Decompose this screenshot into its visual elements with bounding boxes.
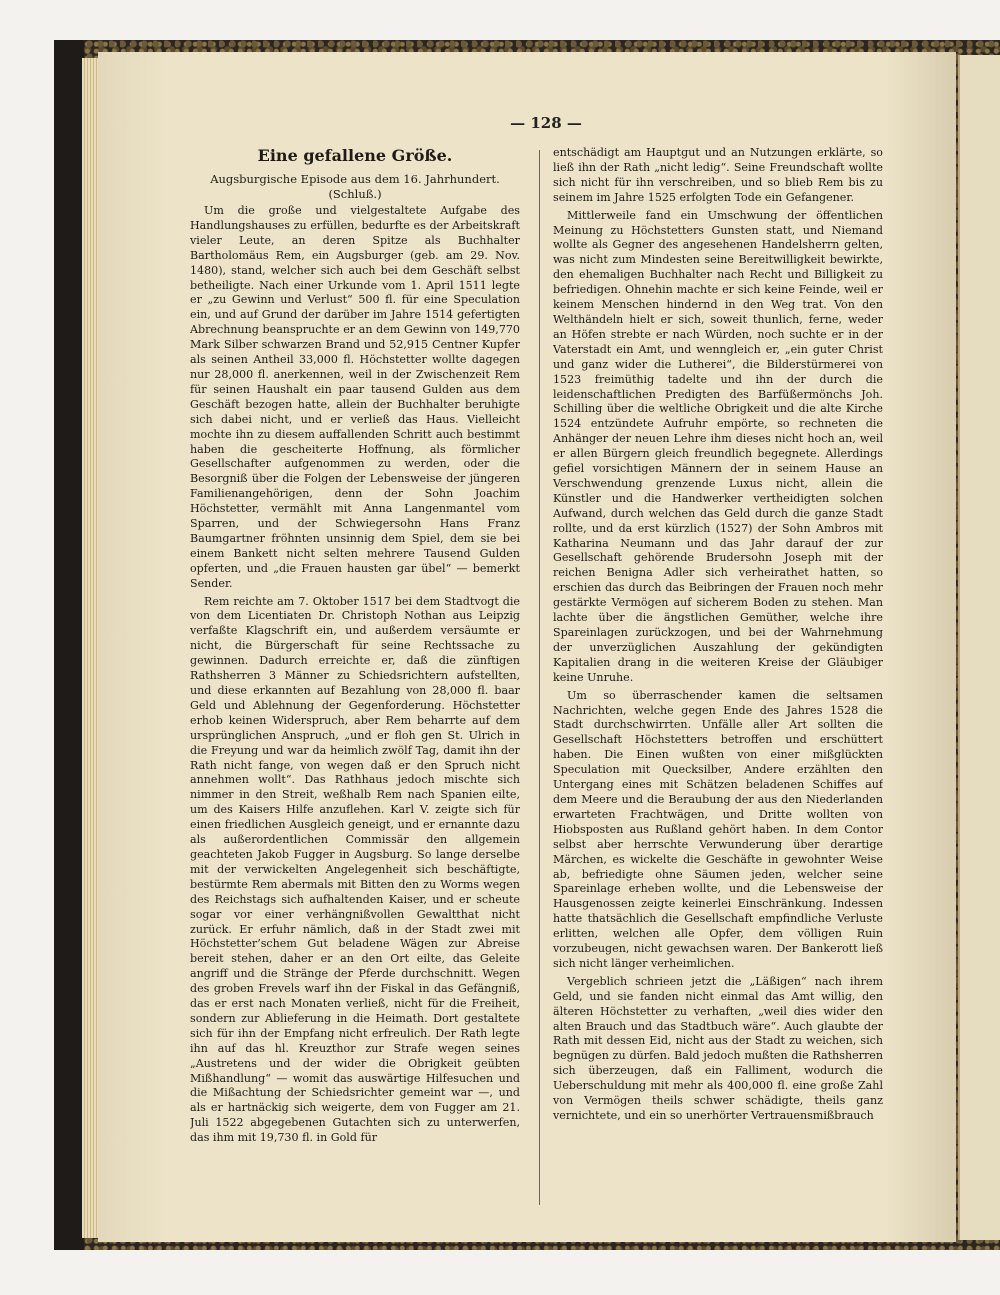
right-paragraph-4: Vergeblich schrieen jetzt die „Läßigen“ nach ihrem Geld, und sie fanden nicht einmal das Amt willig, den älteren Höchstetter zu verhaften, „weil dies wider den alten Brauch und das Stadtbuch wäre“. Auch glaubte der Rath mit dessen Eid, nicht aus der Stadt zu weichen, sich begnügen zu dürfen. Bald jedoch mußten die Rathsherren sich überzeugen, daß ein Falliment, wodurch die Ueberschuldung mit mehr als 400,000 fl. eine große Zahl von Vermögen theils schwer schädigte, theils ganz vernichtete, und ein so unerhörter Vertrauensmißbrauch (553, 974, 883, 1122)
article-subtitle: Augsburgische Episode aus dem 16. Jahrhundert. (210, 172, 500, 186)
page-number: — 128 — (510, 114, 582, 132)
book-spine-edge (54, 40, 84, 1250)
left-paragraph-1: Um die große und vielgestaltete Aufgabe des Handlungshauses zu erfüllen, bedurfte es der Arbeitskraft vieler Leute, an deren Spitze als Buchhalter Bartholomäus Rem, ein Augsburger (geb. am 29. Nov. 1480), stand, welcher sich auch bei dem Geschäft selbst betheiligte. Nach einer Urkunde vom 1. April 1511 legte er „zu Gewinn und Verlust“ 500 fl. für eine Speculation ein, und auf Grund der darüber im Jahre 1514 gefertigten Abrechnung beanspruchte er an dem Gewinn von 149,770 Mark Silber schwarzen Brand und 52,915 Centner Kupfer als seinen Antheil 33,000 fl. Höchstetter wollte dagegen nur 28,000 fl. anerkennen, weil in der Zwischenzeit Rem für seinen Haushalt ein paar tausend Gulden aus dem Geschäft bezogen hatte, allein der Buchhalter beruhigte sich dabei nicht, und er verließ das Haus. Vielleicht mochte ihn zu diesem auffallenden Schritt auch bestimmt haben die gescheiterte Hoffnung, als förmlicher Gesellschafter aufgenommen zu werden, oder die Besorgniß über die Folgen der Lebensweise der jüngeren Familienangehörigen, denn der Sohn Joachim Höchstetter, vermählt mit Anna Langenmantel vom Sparren, und der Schwiegersohn Hans Franz Baumgartner fröhnten unsinnig dem Spiel, dem sie bei einem Bankett nicht selten mehrere Tausend Gulden opferten, und „die Frauen hausten gar übel“ — bemerkt Sender. (190, 204, 520, 590)
left-column (190, 146, 520, 1206)
right-column (553, 146, 883, 1206)
column-divider (539, 150, 540, 1205)
article-title: Eine gefallene Größe. (257, 146, 453, 165)
left-paragraph-2: Rem reichte am 7. Oktober 1517 bei dem Stadtvogt die von dem Licentiaten Dr. Christoph Nothan aus Leipzig verfaßte Klagschrift ein, und außerdem versäumte er nicht, die Bürgerschaft für seine Rechtssache zu gewinnen. Dadurch erreichte er, daß die zünftigen Rathsherren 3 Männer zu Schiedsrichtern aufstellten, und diese erkannten auf Bezahlung von 28,000 fl. baar Geld und Ablehnung der Gegenforderung. Höchstetter erhob keinen Widerspruch, aber Rem beharrte auf dem ursprünglichen Anspruch, „und er floh gen St. Ulrich in die Freyung und war da heimlich zwölf Tag, damit ihn der Rath nicht fange, von wegen daß er den Spruch nicht annehmen wollt“. Das Rathhaus jedoch mischte sich nimmer in den Streit, weßhalb Rem nach Spanien eilte, um des Kaisers Hilfe anzuflehen. Karl V. zeigte sich für einen friedlichen Ausgleich geneigt, und er ernannte dazu als außerordentlichen Commissär den allgemein geachteten Jakob Fugger in Augsburg. So lange derselbe mit der verwickelten Angelegenheit sich beschäftigte, bestürmte Rem abermals mit Bitten den zu Worms wegen des Reichstags sich aufhaltenden Kaiser, und er scheute sogar vor einer verhängnißvollen Gewaltthat nicht zurück. Er erfuhr nämlich, daß in der Stadt zwei mit Höchstetter’schem Gut beladene Wägen zur Abreise bereit stehen, daher er an den Ort eilte, das Geleite angriff und die Stränge der Pferde durchschnitt. Wegen des groben Frevels warf ihn der Fiskal in das Gefängniß, das er erst nach Monaten verließ, nicht für die Freiheit, sondern zur Ablieferung in die Heimath. Dort gestaltete sich für ihn der Empfang nicht erfreulich. Der Rath legte ihn auf das hl. Kreuzthor zur Strafe wegen seines „Austretens und der wider die Obrigkeit geübten Mißhandlung“ — womit das auswärtige Hilfesuchen und die Mißachtung der Schiedsrichter gemeint war —, und als er hartnäckig sich weigerte, dem von Fugger am 21. Juli 1522 abgegebenen Gutachten sich zu unterwerfen, das ihm mit 19,730 fl. in Gold für (190, 594, 520, 1145)
facing-page-edge (958, 55, 1000, 1240)
article-note: (Schluß.) (328, 187, 382, 201)
right-paragraph-2: Mittlerweile fand ein Umschwung der öffentlichen Meinung zu Höchstetters Gunsten statt, und Niemand wollte als Gegner des angesehenen Handelsherrn gelten, was nicht zum Mindesten seine Bereitwilligkeit bewirkte, den ehemaligen Buchhalter nach Recht und Billigkeit zu befriedigen. Ohnehin machte er sich keine Feinde, weil er keinem Menschen hindernd in den Weg trat. Von den Welthändeln hielt er sich, soweit thunlich, ferne, weder an Höfen strebte er nach Würden, noch suchte er in der Vaterstadt ein Amt, und wenngleich er, „ein guter Christ und ganz wider die Lutherei“, die Bilderstürmerei von 1523 freimüthig tadelte und ihn der durch die leidenschaftlichen Predigten des Barfüßermönchs Joh. Schilling über die weltliche Obrigkeit und die alte Kirche 1524 entzündete Aufruhr empörte, so rechneten die Anhänger der neuen Lehre ihm dieses nicht hoch an, weil er allen Bürgern gleich freundlich begegnete. Allerdings gefiel vorsichtigen Männern der in seinem Hause an Verschwendung grenzende Luxus nicht, allein die Künstler und die Handwerker vertheidigten solchen Aufwand, durch welchen das Geld durch die ganze Stadt rollte, und da erst kürzlich (1527) der Sohn Ambros mit Katharina Neumann und das Jahr darauf der zur Gesellschaft gehörende Brudersohn Joseph mit der reichen Benigna Adler sich verheirathet hatten, so erschien das durch das Beibringen der Frauen noch mehr gestärkte Vermögen auf sicherem Boden zu stehen. Man lachte über die ängstlichen Gemüther, welche ihre Spareinlagen zurückzogen, und bei der Wahrnehmung der unverzüglichen Auszahlung der gekündigten Kapitalien drang in die weiteren Kreise der Gläubiger keine Unruhe. (553, 208, 883, 684)
right-paragraph-1: entschädigt am Hauptgut und an Nutzungen erklärte, so ließ ihn der Rath „nicht ledig“. Seine Freundschaft wollte sich nicht für ihn verschreiben, und so blieb Rem bis zu seinem im Jahre 1525 erfolgten Tode ein Gefangener. (553, 146, 883, 204)
right-paragraph-3: Um so überraschender kamen die seltsamen Nachrichten, welche gegen Ende des Jahres 1528 die Stadt durchschwirrten. Unfälle aller Art sollten die Gesellschaft Höchstetters betroffen und erschüttert haben. Die Einen wußten von einer mißglückten Speculation mit Quecksilber, Andere erzählten den Untergang eines mit Schätzen beladenen Schiffes auf dem Meere und die Beraubung der aus den Niederlanden erwarteten Frachtwägen, und Dritte wollten von Hiobsposten aus Rußland gehört haben. In dem Contor selbst aber herrschte Verwunderung über derartige Märchen, es wickelte die Geschäfte in gewohnter Weise ab, befriedigte ohne Säumen jeden, welcher seine Spareinlage erheben wollte, und die Lebensweise der Hausgenossen zeigte keinerlei Einschränkung. Indessen hatte thatsächlich die Gesellschaft empfindliche Verluste erlitten, welchen alle Opfer, dem völligen Ruin vorzubeugen, nicht gewachsen waren. Der Bankerott ließ sich nicht länger verheimlichen. (553, 688, 883, 970)
